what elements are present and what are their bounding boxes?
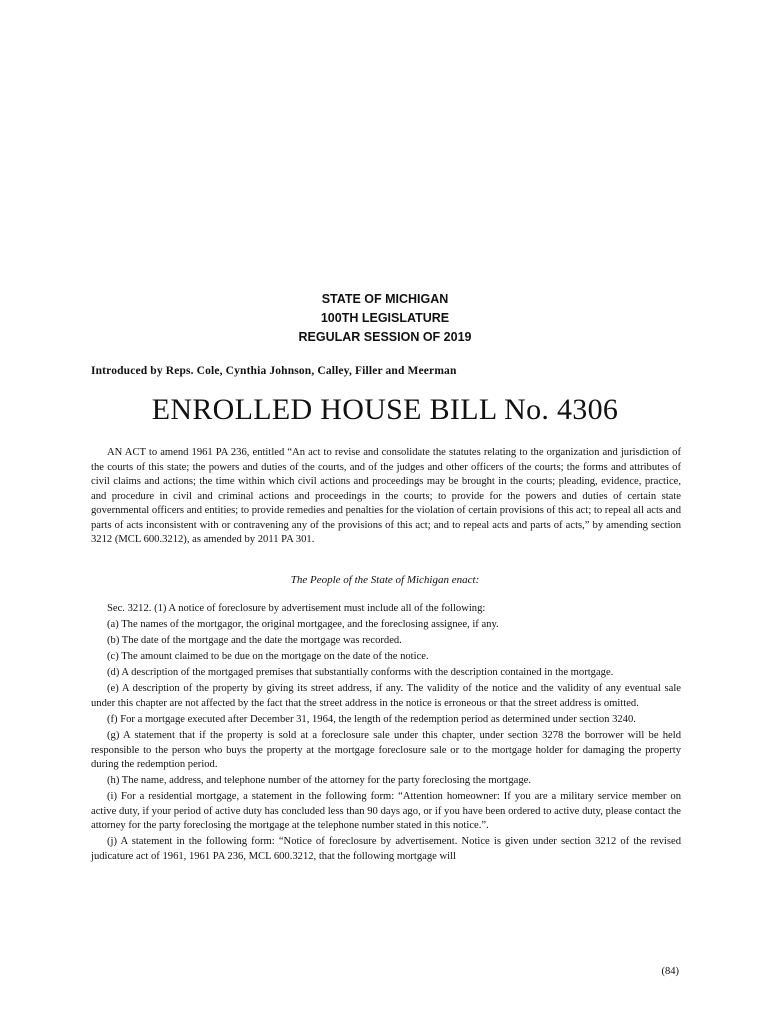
section-paragraph: (a) The names of the mortgagor, the original mortgagee, and the foreclosing assignee, if any. (107, 619, 499, 631)
state-heading: STATE OF MICHIGAN (321, 292, 449, 306)
document-header (0, 290, 770, 347)
section-paragraph: (b) The date of the mortgage and the date the mortgage was recorded. (107, 635, 402, 647)
preamble (91, 446, 681, 548)
section-paragraph: Sec. 3212. (1) A notice of foreclosure by advertisement must include all of the following: (107, 603, 486, 614)
preamble-text: AN ACT to amend 1961 PA 236, entitled “An act to revise and consolidate the statutes relating to the organization and jurisdiction of the courts of this state; the powers and duties of the courts, and of the judges and other officers of the courts; the forms and attributes of civil claims and actions; the time within which civil actions and proceedings may be brought in the courts; pleading, evidence, practice, and procedure in civil and criminal actions and proceedings in the courts; to provide for the powers and duties of certain state governmental officers and entities; to provide remedies and penalties for the violation of certain provisions of this act; to repeal all acts and parts of acts inconsistent with or contravening any of the provisions of this act; and to repeal acts and parts of acts,” by amending section 3212 (MCL 600.3212), as amended by 2011 PA 301. (91, 447, 681, 545)
section-paragraph: (c) The amount claimed to be due on the mortgage on the date of the notice. (107, 651, 429, 663)
section-paragraph: (i) For a residential mortgage, a statement in the following form: “Attention homeowner: If you are a military service member on active duty, if your period of active duty has concluded less than 90 days ago, or if you have been ordered to active duty, please contact the attorney for the party foreclosing the mortgage at the telephone number stated in this notice.”. (91, 791, 681, 832)
bill-sections (91, 602, 681, 866)
session-heading: REGULAR SESSION OF 2019 (298, 330, 472, 344)
section-paragraph: (f) For a mortgage executed after December 31, 1964, the length of the redemption period as determined under section 3240. (107, 714, 636, 726)
bill-title: ENROLLED HOUSE BILL No. 4306 (151, 393, 619, 426)
section-paragraph: (e) A description of the property by giving its street address, if any. The validity of the notice and the validity of any eventual sale under this chapter are not affected by the fact that the street address in the notice is erroneous or that the street address is omitted. (91, 683, 681, 709)
legislature-heading: 100TH LEGISLATURE (320, 311, 450, 325)
section-paragraph: (h) The name, address, and telephone number of the attorney for the party foreclosing the mortgage. (107, 775, 531, 787)
section-paragraph: (g) A statement that if the property is sold at a foreclosure sale under this chapter, under section 3278 the borrower will be held responsible to the person who buys the property at the mortgage foreclosure sale or to the mortgage holder for damaging the property during the redemption period. (91, 730, 681, 771)
section-paragraph: (d) A description of the mortgaged premises that substantially conforms with the description contained in the mortgage. (107, 667, 614, 679)
page-number: (84) (661, 966, 679, 977)
section-paragraph: (j) A statement in the following form: “Notice of foreclosure by advertisement. Notice is given under section 3212 of the revised judicature act of 1961, 1961 PA 236, MCL 600.3212, that the following mortgage will (91, 836, 681, 862)
sponsors-line: Introduced by Reps. Cole, Cynthia Johnson, Calley, Filler and Meerman (91, 365, 457, 377)
enacting-clause: The People of the State of Michigan enact: (290, 574, 480, 586)
